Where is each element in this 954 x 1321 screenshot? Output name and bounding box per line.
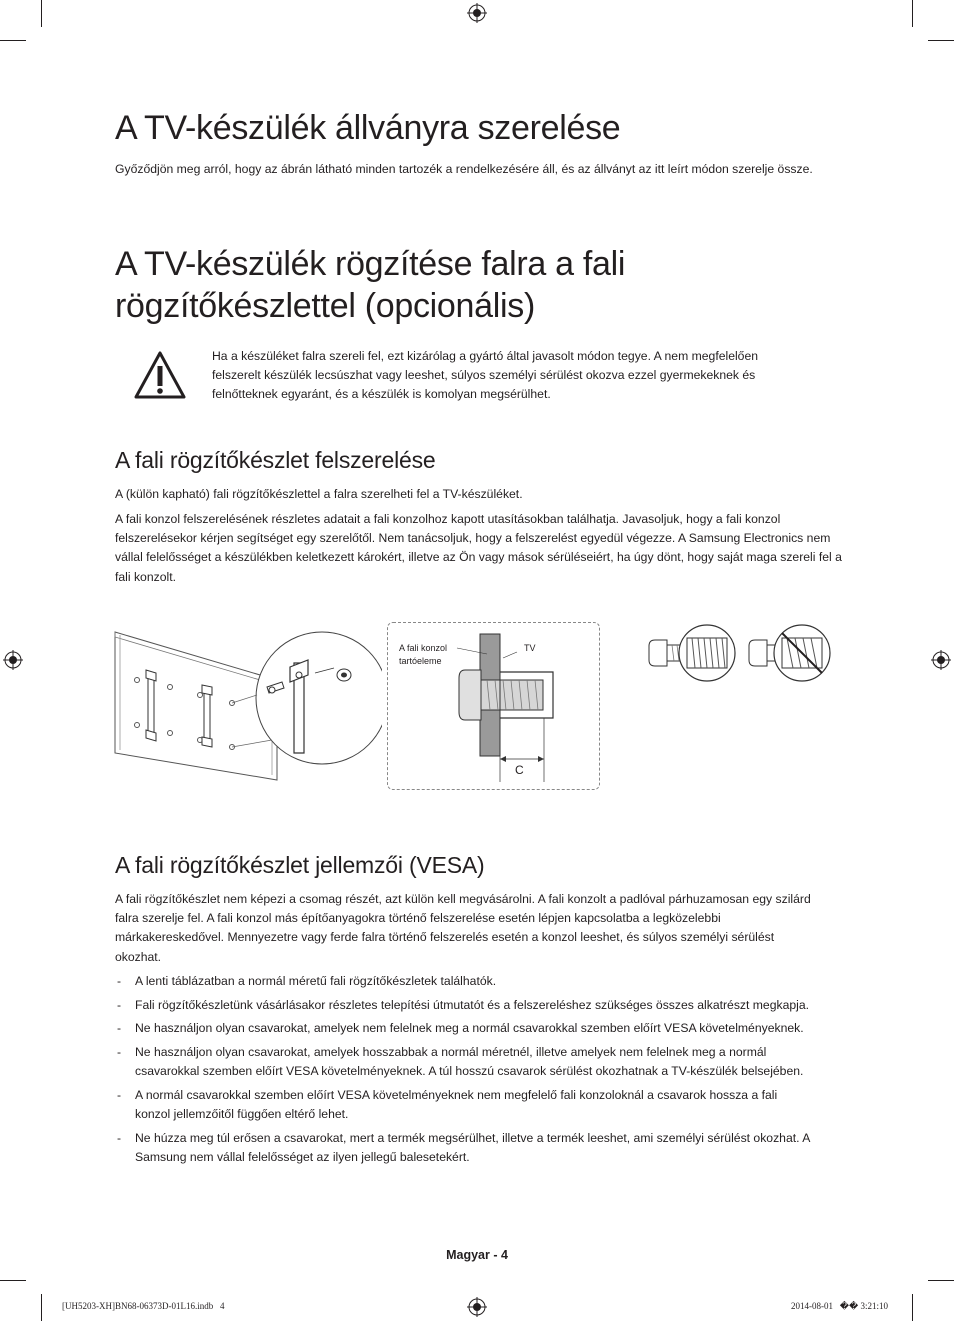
bracket-label-line2: tartóeleme (399, 656, 442, 666)
screw-comparison-illustration (645, 620, 835, 684)
footer-timestamp: 2014-08-01 �� 3:21:10 (791, 1301, 888, 1311)
registration-mark-top-icon (467, 3, 487, 23)
vesa-section-body: A fali rögzítőkészlet nem képezi a csomag részét, azt külön kell megvásárolni. A fali konzolt a padlóval párhuzamosan egy szilárd falra szerelje fel. A fali konzol más építőanyagokra történő felszerelése esetén lépjen kapcsolatba a legközelebbi márkakereskedővel. Mennyezetre vagy ferde falra történő felszerelés esetén a konzol leeshet, és súlyos személyi sérülést okozhat. (115, 892, 811, 964)
wall-warning-text: Ha a készüléket falra szereli fel, ezt kizárólag a gyártó által javasolt módon tegye. A nem megfelelően felszerelt készülék lecsúszhat vagy leeshet, súlyos személyi sérülést okozva ezzel gyermekeknek és felnőtteknek egyaránt, és a készülék is komolyan megsérülhet. (212, 349, 759, 402)
registration-mark-left-icon (3, 650, 23, 670)
c-dimension-label: C (515, 763, 524, 777)
crop-mark-bottom-left-v (41, 1294, 42, 1321)
list-item: - Ne használjon olyan csavarokat, amelyek hosszabbak a normál méretnél, illetve amelyek nem felelnek meg a normál csavarokkal szemben előírt VESA követelményeknek. A túl hosszú csavarok sérülést okozhatnak a TV-készülék belsejében. (117, 1045, 804, 1079)
crop-mark-top-right-h (928, 40, 954, 41)
registration-mark-right-icon (931, 650, 951, 670)
cross-section-illustration (387, 622, 599, 790)
install-para-1: A (külön kapható) fali rögzítőkészlettel a falra szerelheti fel a TV-készüléket. (115, 487, 523, 501)
wall-section-title-line1: A TV-készülék rögzítése falra a fali (115, 245, 626, 283)
list-item: - Fali rögzítőkészletünk vásárlásakor részletes telepítési útmutatót és a felszereléshez szükséges összes alkatrészt megkapja. (117, 997, 810, 1012)
footer-file-info: [UH5203-XH]BN68-06373D-01L16.indb 4 (62, 1301, 225, 1311)
crop-mark-bottom-right-h (928, 1280, 954, 1281)
bracket-label-line1: A fali konzol (399, 643, 448, 653)
crop-mark-top-left-h (0, 40, 26, 41)
install-section-title: A fali rögzítőkészlet felszerelése (115, 447, 436, 473)
install-para-2: A fali konzol felszerelésének részletes adatait a fali konzolhoz kapott utasításokban találhatja. Javasoljuk, hogy a fali konzol felszerelésekor kérjen segítséget egy szerelőtől. Nem tanácsoljuk, hogy a felszerelést egyedül végezze. A Samsung Electronics nem vállal felelősséget a készülékben keletkezett károkért, illetve az Ön vagy mások sérüléseiért, ha úgy dönt, hogy saját maga szereli fel a fali konzolt. (115, 512, 842, 584)
list-item: - A normál csavarokkal szemben előírt VESA követelményeknek nem megfelelő fali konzoloknál a csavarok hossza a fali konzol jellemzőitől függően eltérő lehet. (117, 1088, 778, 1122)
crop-mark-top-left-v (41, 0, 42, 27)
crop-mark-bottom-left-h (0, 1280, 26, 1281)
vesa-bullet-list (115, 972, 815, 1172)
registration-mark-bottom-icon (467, 1297, 487, 1317)
list-item: - Ne húzza meg túl erősen a csavarokat, mert a termék megsérülhet, illetve a termék leeshet, ami személyi sérülést okozhat. A Samsung nem vállal felelősséget az ilyen jellegű balesetekért. (117, 1130, 810, 1165)
list-item: - Ne használjon olyan csavarokat, amelyek nem felelnek meg a normál csavarokkal szemben előírt VESA követelményeknek. (117, 1021, 804, 1036)
stand-section-title: A TV-készülék állványra szerelése (115, 109, 621, 147)
wall-section-title-line2: rögzítőkészlettel (opcionális) (115, 287, 535, 325)
crop-mark-top-right-v (912, 0, 913, 27)
page-number: Magyar - 4 (446, 1248, 508, 1262)
tv-wall-mount-illustration (112, 625, 382, 795)
crop-mark-bottom-right-v (912, 1294, 913, 1321)
list-item: - A lenti táblázatban a normál méretű fali rögzítőkészletek találhatók. (117, 974, 497, 988)
warning-triangle-icon (132, 349, 188, 401)
tv-label: TV (524, 643, 536, 653)
vesa-section-title: A fali rögzítőkészlet jellemzői (VESA) (115, 852, 485, 878)
stand-section-body: Győződjön meg arról, hogy az ábrán látható minden tartozék a rendelkezésére áll, és az állványt az itt leírt módon szerelje össze. (115, 162, 813, 176)
